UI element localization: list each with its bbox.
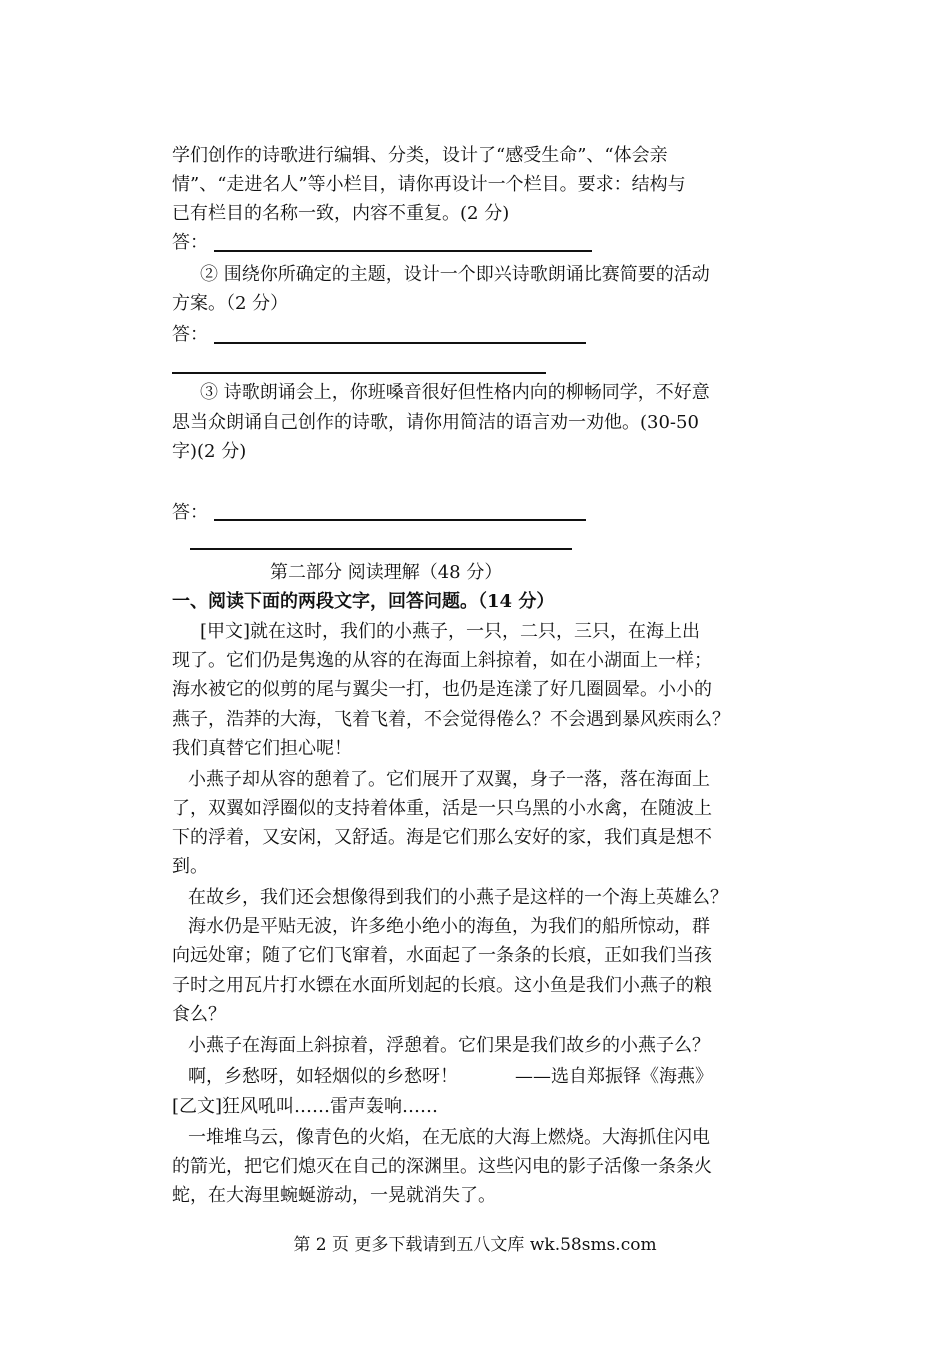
answer-label-3: 答： bbox=[172, 502, 208, 523]
q3-line-2: 思当众朗诵自己创作的诗歌，请你用简洁的语言劝一劝他。(30-50 bbox=[172, 412, 699, 433]
passage-a-p1-line-2: 现了。它们仍是隽逸的从容的在海面上斜掠着，如在小湖面上一样； bbox=[172, 650, 712, 671]
passage-a-p1-line-4: 燕子，浩莽的大海，飞着飞着，不会觉得倦么？不会遇到暴风疾雨么？ bbox=[172, 709, 730, 730]
part2-title: 第二部分 阅读理解（48 分） bbox=[270, 562, 503, 583]
passage-b-p2-line-3: 蛇，在大海里蜿蜒游动，一晃就消失了。 bbox=[172, 1185, 496, 1206]
answer-label-2: 答： bbox=[172, 324, 208, 345]
passage-a-p1-line-1: [甲文]就在这时，我们的小燕子，一只，二只，三只，在海上出 bbox=[200, 621, 701, 642]
intro-line-3: 已有栏目的名称一致，内容不重复。(2 分) bbox=[172, 203, 510, 224]
passage-a-p4-line-3: 子时之用瓦片打水镖在水面所划起的长痕。这小鱼是我们小燕子的粮 bbox=[172, 975, 712, 996]
passage-a-p5: 小燕子在海面上斜掠着，浮憩着。它们果是我们故乡的小燕子么？ bbox=[188, 1035, 710, 1056]
passage-a-p3: 在故乡，我们还会想像得到我们的小燕子是这样的一个海上英雄么？ bbox=[188, 887, 728, 908]
passage-a-p2-line-2: 了，双翼如浮圈似的支持着体重，活是一只乌黑的小水禽，在随波上 bbox=[172, 798, 712, 819]
passage-a-p2-line-3: 下的浮着，又安闲，又舒适。海是它们那么安好的家，我们真是想不 bbox=[172, 827, 712, 848]
intro-line-1: 学们创作的诗歌进行编辑、分类，设计了“感受生命”、“体会亲 bbox=[172, 145, 668, 166]
answer-line-1[interactable] bbox=[214, 250, 592, 252]
passage-a-p1-line-5: 我们真替它们担心呢！ bbox=[172, 738, 352, 759]
section1-heading: 一、阅读下面的两段文字，回答问题。（14 分） bbox=[172, 591, 555, 612]
passage-a-source: ——选自郑振铎《海燕》 bbox=[515, 1066, 713, 1087]
passage-a-p4-line-2: 向远处窜；随了它们飞窜着，水面起了一条条的长痕，正如我们当孩 bbox=[172, 945, 712, 966]
answer-line-3a[interactable] bbox=[214, 519, 586, 521]
passage-a-p1-line-3: 海水被它的似剪的尾与翼尖一打，也仍是连漾了好几圈圆晕。小小的 bbox=[172, 679, 712, 700]
passage-a-p4-line-4: 食么？ bbox=[172, 1004, 226, 1025]
q2-line-2: 方案。（2 分） bbox=[172, 293, 289, 314]
answer-label-1: 答： bbox=[172, 232, 208, 253]
answer-line-2b[interactable] bbox=[172, 372, 546, 374]
passage-a-p2-line-1: 小燕子却从容的憩着了。它们展开了双翼，身子一落，落在海面上 bbox=[188, 769, 710, 790]
q3-line-3: 字)(2 分) bbox=[172, 441, 247, 462]
passage-b-p1: [乙文]狂风吼叫……雷声轰响…… bbox=[172, 1096, 439, 1117]
passage-a-p4-line-1: 海水仍是平贴无波，许多绝小绝小的海鱼，为我们的船所惊动，群 bbox=[188, 916, 710, 937]
answer-line-2a[interactable] bbox=[214, 342, 586, 344]
passage-a-p6: 啊，乡愁呀，如轻烟似的乡愁呀！ bbox=[188, 1066, 458, 1087]
intro-line-2: 情”、“走进名人”等小栏目，请你再设计一个栏目。要求：结构与 bbox=[172, 174, 686, 195]
q2-line-1: ② 围绕你所确定的主题，设计一个即兴诗歌朗诵比赛简要的活动 bbox=[200, 264, 710, 285]
passage-b-p2-line-1: 一堆堆乌云，像青色的火焰，在无底的大海上燃烧。大海抓住闪电 bbox=[188, 1127, 710, 1148]
passage-b-p2-line-2: 的箭光，把它们熄灭在自己的深渊里。这些闪电的影子活像一条条火 bbox=[172, 1156, 712, 1177]
page-footer: 第 2 页 更多下载请到五八文库 wk.58sms.com bbox=[293, 1235, 657, 1255]
answer-line-3b[interactable] bbox=[190, 548, 572, 550]
passage-a-p2-line-4: 到。 bbox=[172, 856, 208, 877]
q3-line-1: ③ 诗歌朗诵会上，你班嗓音很好但性格内向的柳畅同学，不好意 bbox=[200, 382, 710, 403]
